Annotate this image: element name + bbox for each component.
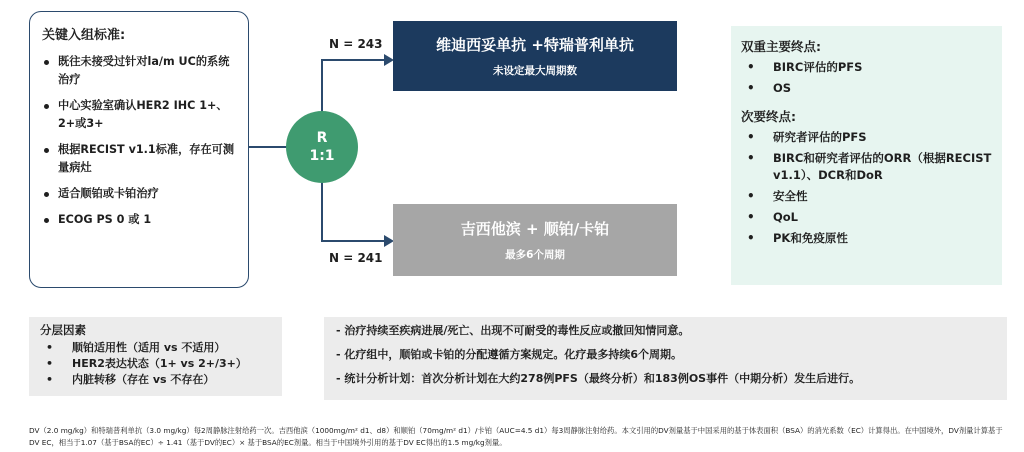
randomization-ratio: 1:1: [309, 148, 335, 164]
inclusion-criteria-box: [29, 11, 249, 288]
connector-criteria-to-r: [249, 146, 287, 148]
arm2-n-label: N = 241: [329, 251, 383, 265]
strata-item: • HER2表达状态（1+ vs 2+/3+）: [40, 356, 272, 372]
criteria-item: 根据RECIST v1.1标准，存在可测量病灶: [42, 141, 238, 177]
strata-item: • 内脏转移（存在 vs 不存在）: [40, 372, 272, 388]
endpoint-item: • PK和免疫原性: [741, 230, 992, 247]
endpoints-panel: [731, 26, 1002, 285]
note-line: - 治疗持续至疾病进展/死亡、出现不可耐受的毒性反应或撤回知情同意。: [336, 324, 690, 337]
strata-list: [40, 340, 272, 388]
randomization-label: R: [316, 130, 328, 146]
endpoint-item: • 研究者评估的PFS: [741, 129, 992, 146]
endpoint-item: • BIRC评估的PFS: [741, 59, 992, 76]
arm1-title: 维迪西妥单抗 +特瑞普利单抗: [436, 36, 634, 54]
arm2-title: 吉西他滨 + 顺铂/卡铂: [460, 220, 610, 238]
arm1-subtitle: 未设定最大周期数: [493, 65, 577, 77]
secondary-endpoints-title: 次要终点:: [741, 109, 796, 124]
note-line: - 统计分析计划：首次分析计划在大约278例PFS（最终分析）和183例OS事件（中期分析）发生后进行。: [336, 372, 861, 385]
notes-box: [324, 317, 1007, 400]
randomization-circle: [286, 111, 358, 183]
arm2-box: [393, 204, 677, 276]
footnote: DV（2.0 mg/kg）和特瑞普利单抗（3.0 mg/kg）每2周静脉注射给药一次。吉西他滨（1000mg/m² d1、d8）和顺铂（70mg/m² d1）/卡铂（AUC=4.5 d1）每3周静脉注射给药。本文引用的DV剂量基于中国采用的基于体表面积（BSA）的消光系数（EC）计算得出。在中国境外，DV剂量计算基于DV EC，相当于1.07（基于BSA的EC）÷ 1.41（基于DV的EC）× 基于BSA的EC剂量。相当于中国境外引用的基于DV EC得出的1.5 mg/kg剂量。: [29, 426, 1003, 447]
connector-to-arm1: [321, 59, 387, 61]
note-line: - 化疗组中，顺铂或卡铂的分配遵循方案规定。化疗最多持续6个周期。: [336, 348, 683, 361]
criteria-item: 中心实验室确认HER2 IHC 1+、2+或3+: [42, 97, 238, 133]
arm1-box: [393, 21, 677, 91]
primary-endpoints-list: [741, 59, 992, 97]
criteria-item: 既往未接受过针对la/m UC的系统治疗: [42, 53, 238, 89]
strata-item: • 顺铂适用性（适用 vs 不适用）: [40, 340, 272, 356]
strata-title: 分层因素: [40, 323, 86, 337]
criteria-list: [42, 53, 238, 229]
endpoint-item: • QoL: [741, 209, 992, 226]
secondary-endpoints-list: [741, 129, 992, 247]
primary-endpoints-title: 双重主要终点:: [741, 39, 821, 54]
endpoint-item: • BIRC和研究者评估的ORR（根据RECIST v1.1）、DCR和DoR: [741, 150, 992, 184]
criteria-title: 关键入组标准:: [42, 28, 126, 43]
stratification-box: [29, 317, 282, 396]
arm2-subtitle: 最多6个周期: [505, 249, 565, 261]
connector-to-arm2: [321, 240, 387, 242]
endpoint-item: • OS: [741, 80, 992, 97]
criteria-item: ECOG PS 0 或 1: [42, 211, 238, 229]
endpoint-item: • 安全性: [741, 188, 992, 205]
criteria-item: 适合顺铂或卡铂治疗: [42, 185, 238, 203]
arm1-n-label: N = 243: [329, 37, 383, 51]
